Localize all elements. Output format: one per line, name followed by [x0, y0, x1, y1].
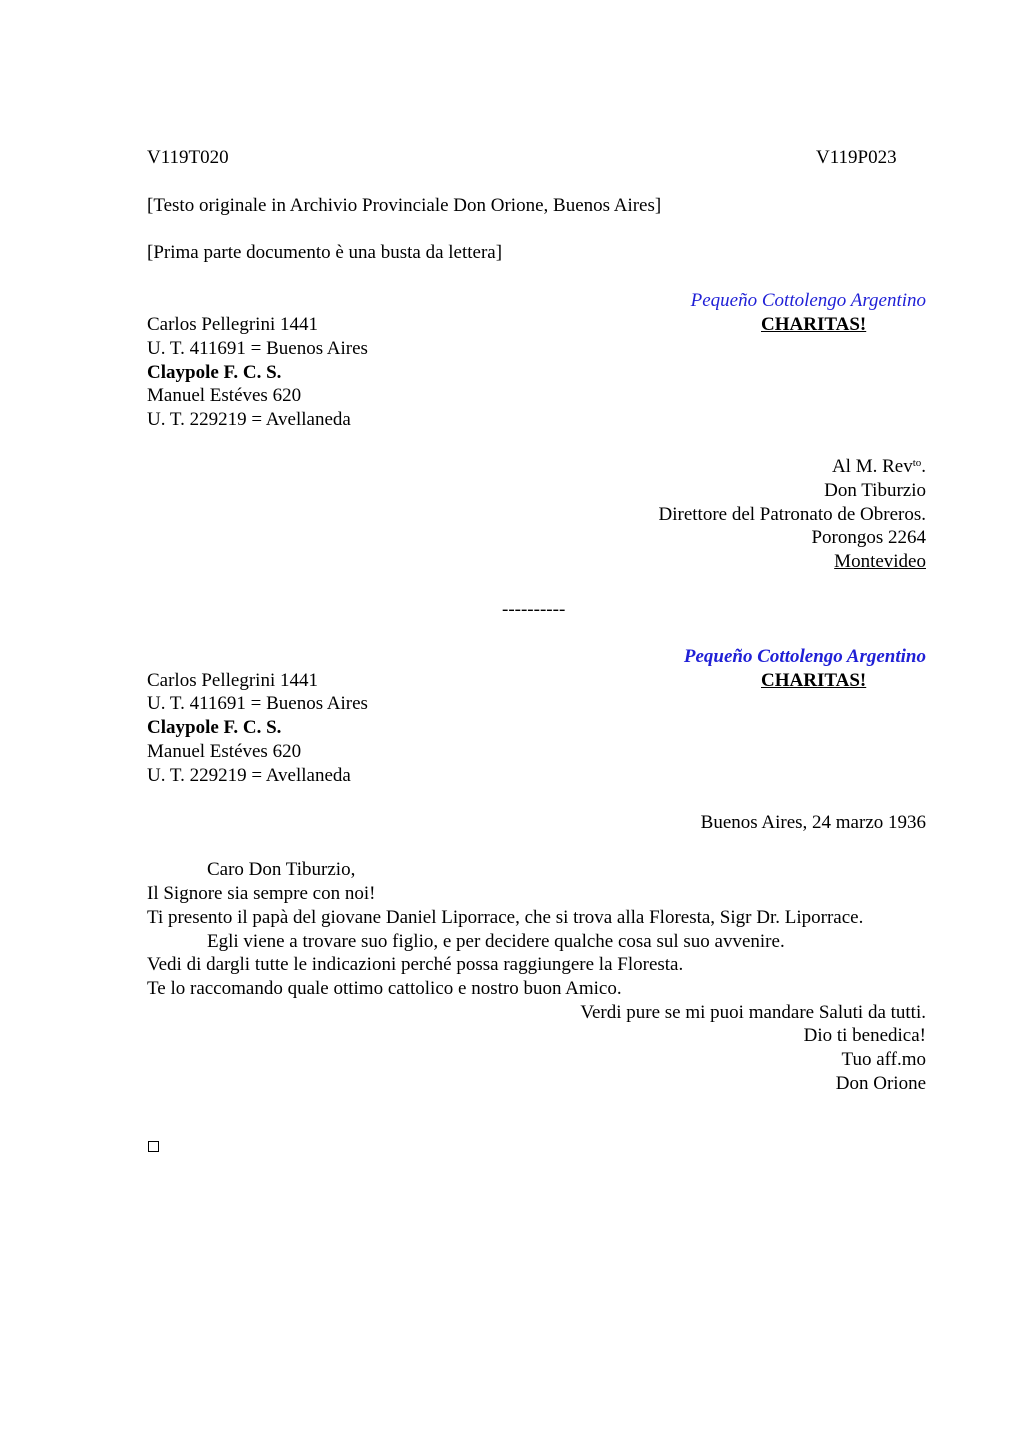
doc-code-right: V119P023 — [816, 147, 897, 168]
letter-org-name: Pequeño Cottolengo Argentino — [683, 646, 926, 667]
recipient-name: Don Tiburzio — [824, 480, 926, 501]
letter-date: Buenos Aires, 24 marzo 1936 — [700, 812, 926, 833]
envelope-sender-line: U. T. 229219 = Avellaneda — [147, 409, 351, 430]
letter-salutation: Caro Don Tiburzio, — [207, 859, 356, 880]
archive-note: [Testo originale in Archivio Provinciale Don Orione, Buenos Aires] — [147, 195, 662, 216]
recipient-street: Porongos 2264 — [811, 527, 926, 548]
envelope-sender-line: U. T. 411691 = Buenos Aires — [147, 338, 368, 359]
letter-sender-line: Carlos Pellegrini 1441 — [147, 670, 318, 691]
envelope-motto: CHARITAS! — [761, 314, 867, 335]
letter-sender-line: Claypole F. C. S. — [147, 717, 282, 738]
separator: ---------- — [502, 599, 566, 620]
envelope-sender-line: Manuel Estéves 620 — [147, 385, 302, 406]
letter-sender-line: U. T. 411691 = Buenos Aires — [147, 693, 368, 714]
letter-closing-line: Verdi pure se mi puoi mandare Saluti da tutti. — [580, 1002, 926, 1023]
letter-signature: Don Orione — [835, 1073, 926, 1094]
letter-body-line: Te lo raccomando quale ottimo cattolico e nostro buon Amico. — [147, 978, 622, 999]
letter-body-line: Ti presento il papà del giovane Daniel Liporrace, che si trova alla Floresta, Sigr Dr. Liporrace. — [147, 907, 864, 928]
envelope-org-name: Pequeño Cottolengo Argentino — [690, 290, 926, 311]
letter-sender-line: Manuel Estéves 620 — [147, 741, 302, 762]
envelope-sender-line: Claypole F. C. S. — [147, 362, 282, 383]
letter-closing-line: Dio ti benedica! — [803, 1025, 926, 1046]
checkbox-icon[interactable] — [148, 1141, 159, 1152]
letter-sender-line: U. T. 229219 = Avellaneda — [147, 765, 351, 786]
letter-body-line: Egli viene a trovare suo figlio, e per decidere qualche cosa sul suo avvenire. — [207, 931, 785, 952]
recipient-city: Montevideo — [834, 551, 926, 572]
recipient-title: Al M. Rev$^{to}$. — [831, 456, 926, 477]
envelope-note: [Prima parte documento è una busta da lettera] — [147, 242, 503, 263]
doc-code-left: V119T020 — [147, 147, 229, 168]
letter-motto: CHARITAS! — [761, 670, 867, 691]
envelope-sender-line: Carlos Pellegrini 1441 — [147, 314, 318, 335]
letter-closing-line: Tuo aff.mo — [841, 1049, 926, 1070]
recipient-role: Direttore del Patronato de Obreros. — [658, 504, 926, 525]
letter-body-line: Il Signore sia sempre con noi! — [147, 883, 376, 904]
letter-body-line: Vedi di dargli tutte le indicazioni perché possa raggiungere la Floresta. — [147, 954, 684, 975]
